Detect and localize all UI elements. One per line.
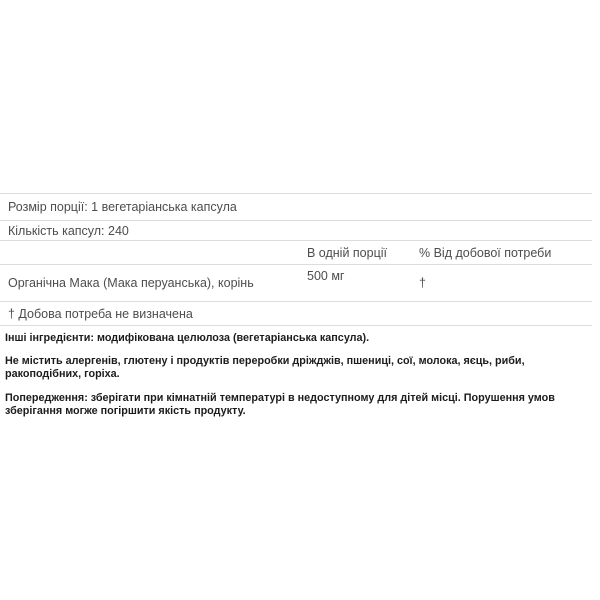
notes-section xyxy=(0,332,594,418)
table-header-row xyxy=(0,241,592,265)
serving-size-text: Розмір порції: 1 вегетаріанська капсула xyxy=(8,200,237,214)
ingredient-name: Органічна Мака (Мака перуанська), корінь xyxy=(8,276,254,290)
ingredient-amount: 500 мг xyxy=(307,269,345,283)
serving-size-row xyxy=(0,194,592,221)
ingredient-daily-value: † xyxy=(419,276,426,290)
other-ingredients-text: Інші інгредієнти: модифікована целюлоза (вегетаріанська капсула). xyxy=(5,332,370,344)
daily-value-footnote-text: † Добова потреба не визначена xyxy=(8,306,193,321)
table-row xyxy=(0,265,592,302)
daily-value-header: % Від добової потреби xyxy=(419,245,552,260)
warning-text: Попередження: зберігати при кімнатній температурі в недоступному для дітей місці. Порушення умов зберігання могже погіршити якість продукту. xyxy=(5,391,555,417)
top-whitespace xyxy=(0,0,600,193)
allergen-info-text: Не містить алергенів, глютену і продуктів переробки дріжджів, пшениці, сої, молока, яєць, риби, ракоподібних, горіха. xyxy=(5,355,525,381)
capsule-count-row xyxy=(0,221,592,241)
supplement-facts-table xyxy=(0,193,592,326)
amount-per-serving-header: В одній порції xyxy=(307,245,387,260)
footnote-row xyxy=(0,302,592,326)
capsule-count-text: Кількість капсул: 240 xyxy=(8,223,129,238)
